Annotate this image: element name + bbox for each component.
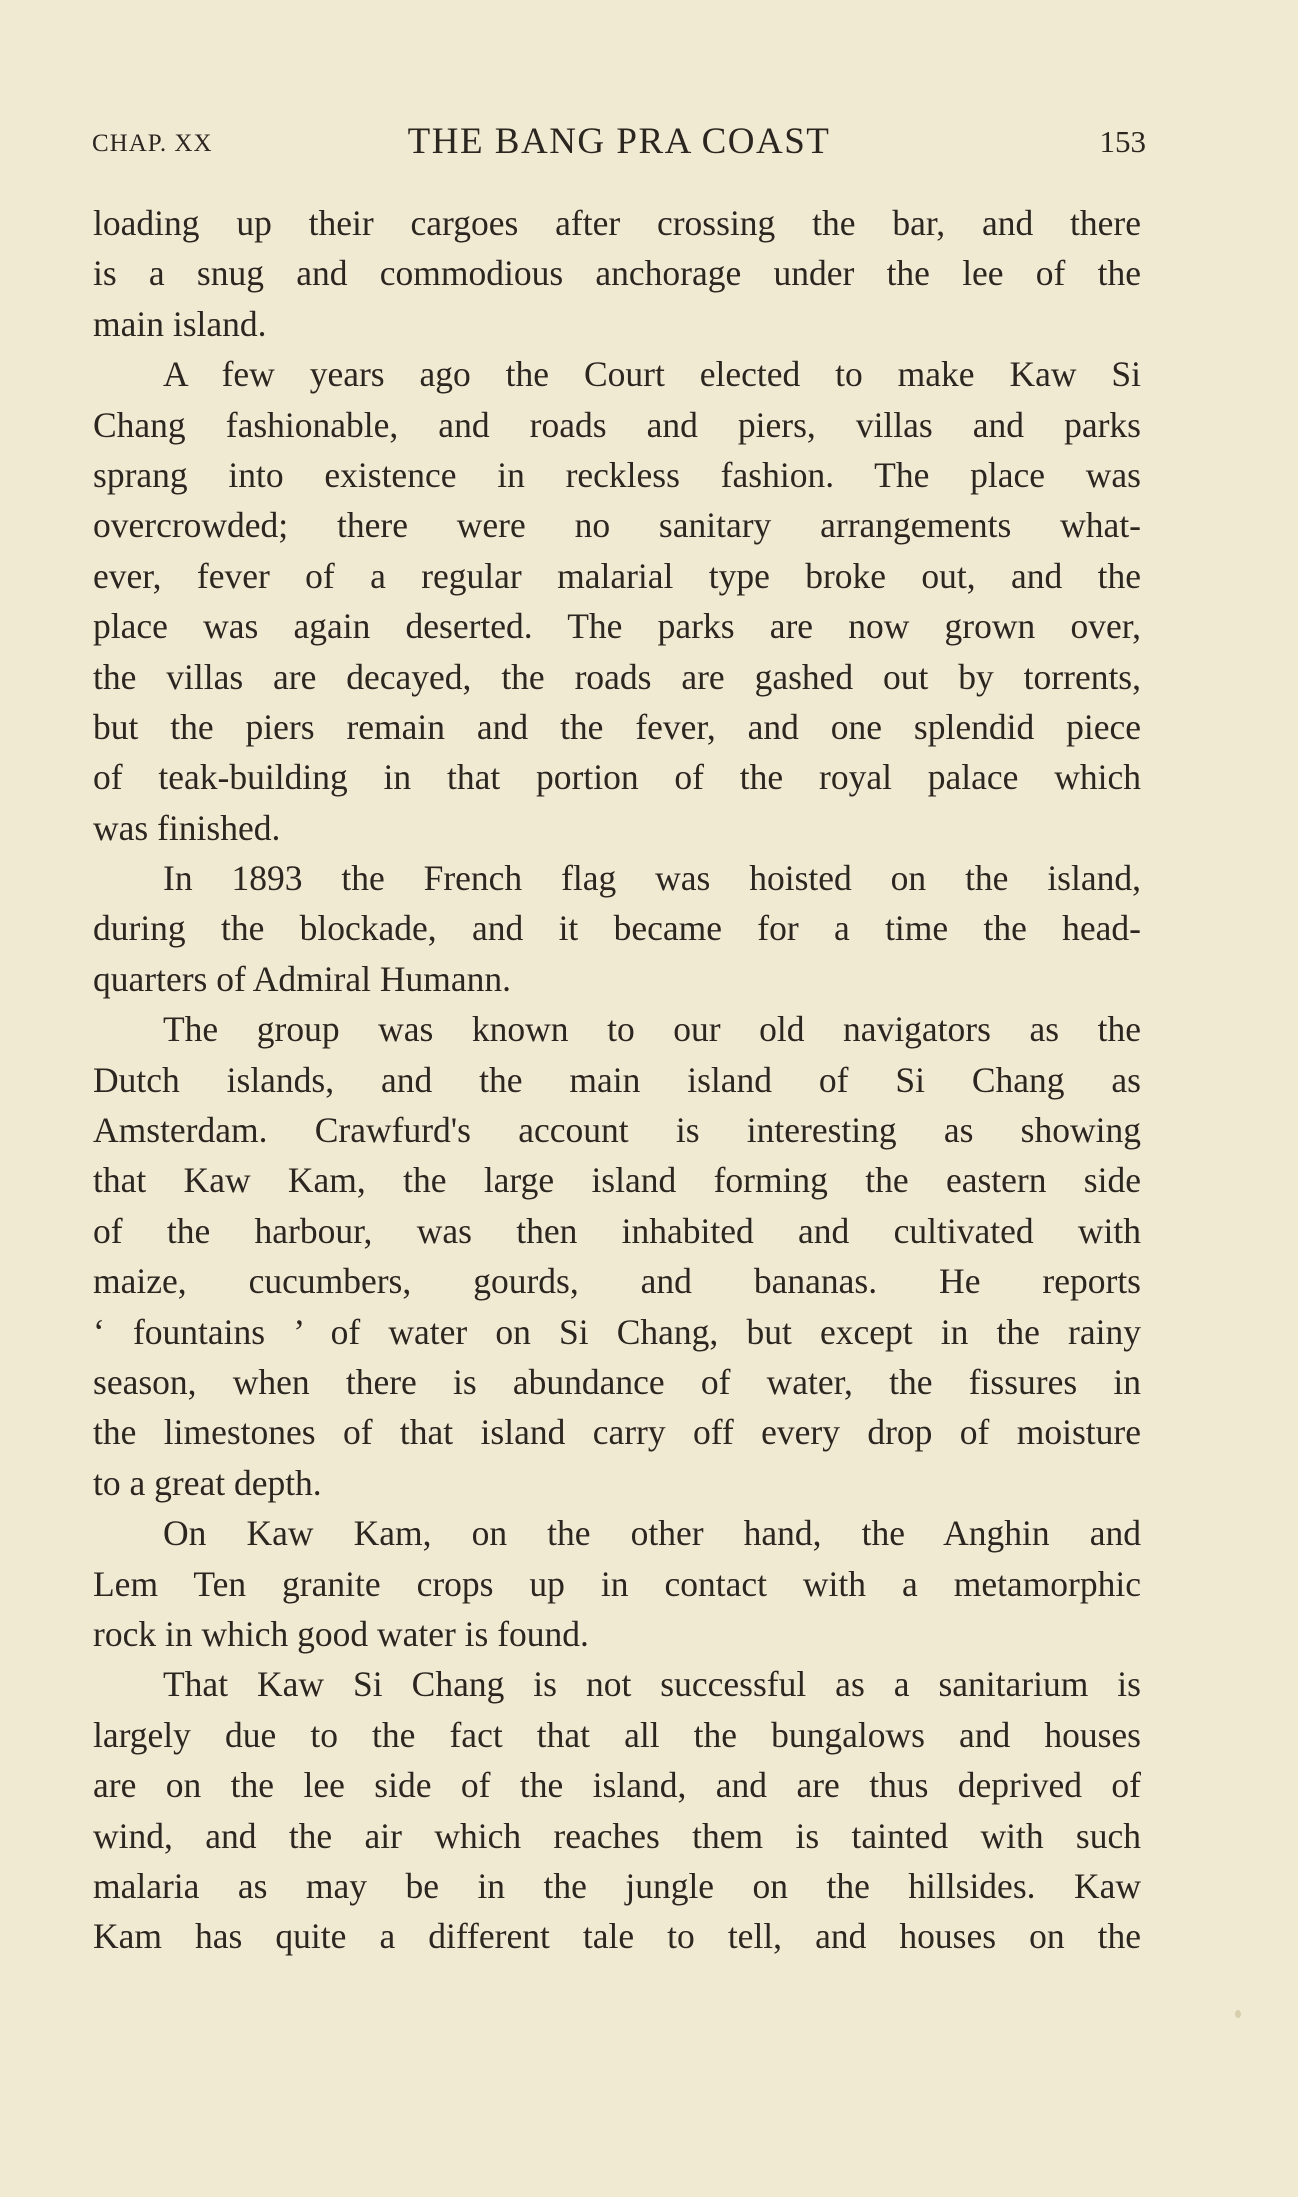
text-line: during the blockade, and it became for a time the head-: [93, 908, 1141, 949]
text-line: of the harbour, was then inhabited and cultivated with: [93, 1210, 1141, 1251]
running-head: [92, 120, 1146, 168]
text-line: that Kaw Kam, the large island forming the eastern side: [93, 1160, 1141, 1201]
text-line: The group was known to our old navigators as the: [163, 1009, 1141, 1050]
text-line: Lem Ten granite crops up in contact with a metamorphic: [93, 1563, 1141, 1604]
text-line: In 1893 the French flag was hoisted on the island,: [163, 858, 1141, 899]
text-line: the limestones of that island carry off every drop of moisture: [93, 1412, 1141, 1453]
text-line: Kam has quite a different tale to tell, and houses on the: [93, 1916, 1141, 1957]
text-line: is a snug and commodious anchorage under the lee of the: [93, 253, 1141, 294]
text-line: On Kaw Kam, on the other hand, the Anghin and: [163, 1513, 1141, 1554]
text-line: of teak-building in that portion of the royal palace which: [93, 757, 1141, 798]
body-text: [93, 198, 1141, 1962]
text-line: That Kaw Si Chang is not successful as a sanitarium is: [163, 1664, 1141, 1705]
paper-speck: [1235, 2010, 1241, 2018]
text-line: but the piers remain and the fever, and one splendid piece: [93, 706, 1141, 747]
text-line: ever, fever of a regular malarial type broke out, and the: [93, 555, 1141, 596]
text-line: Dutch islands, and the main island of Si Chang as: [93, 1059, 1141, 1100]
text-line: maize, cucumbers, gourds, and bananas. He reports: [93, 1261, 1141, 1302]
text-line: ‘ fountains ’ of water on Si Chang, but except in the rainy: [93, 1311, 1141, 1352]
text-line: Amsterdam. Crawfurd's account is interesting as showing: [93, 1110, 1141, 1151]
page-number: 153: [1099, 124, 1146, 159]
text-line: rock in which good water is found.: [93, 1613, 589, 1654]
text-line: season, when there is abundance of water, the fissures in: [93, 1361, 1141, 1402]
text-line: to a great depth.: [93, 1462, 322, 1503]
text-line: largely due to the fact that all the bungalows and houses: [93, 1714, 1141, 1755]
text-line: overcrowded; there were no sanitary arrangements what-: [93, 505, 1141, 546]
page-title: THE BANG PRA COAST: [407, 121, 831, 162]
text-line: quarters of Admiral Humann.: [93, 958, 512, 999]
text-line: place was again deserted. The parks are now grown over,: [93, 606, 1141, 647]
text-line: was finished.: [93, 807, 281, 848]
text-line: the villas are decayed, the roads are gashed out by torrents,: [93, 656, 1141, 697]
text-line: are on the lee side of the island, and are thus deprived of: [93, 1765, 1141, 1806]
chapter-label: CHAP. XX: [92, 130, 213, 157]
text-line: main island.: [93, 303, 267, 344]
text-line: sprang into existence in reckless fashion. The place was: [93, 454, 1141, 495]
text-line: Chang fashionable, and roads and piers, villas and parks: [93, 404, 1141, 445]
text-line: loading up their cargoes after crossing the bar, and there: [93, 203, 1141, 243]
text-line: wind, and the air which reaches them is tainted with such: [93, 1815, 1141, 1856]
text-line: malaria as may be in the jungle on the hillsides. Kaw: [93, 1865, 1141, 1906]
text-line: A few years ago the Court elected to make Kaw Si: [163, 354, 1141, 395]
